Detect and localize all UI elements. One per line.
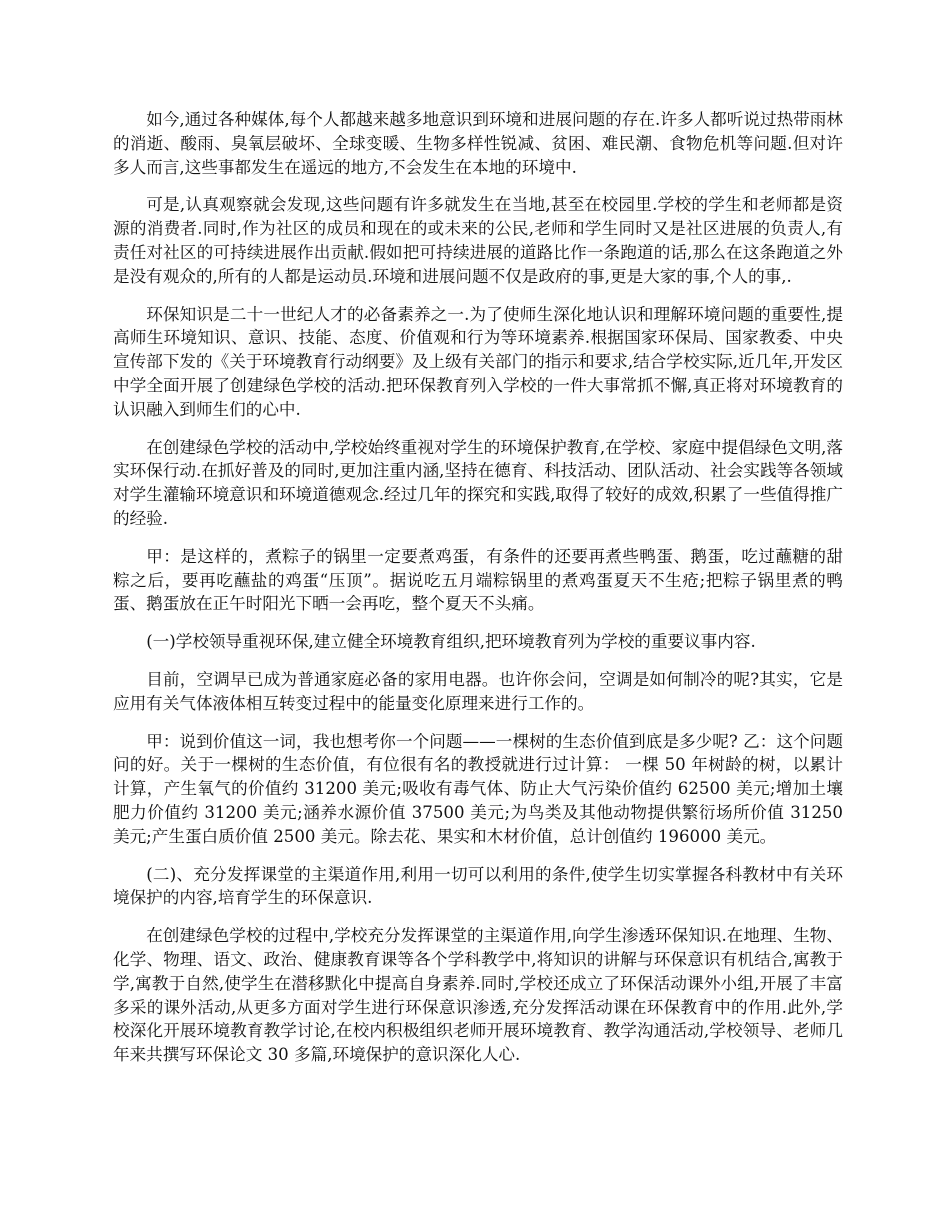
paragraph-10: 在创建绿色学校的过程中,学校充分发挥课堂的主渠道作用,向学生渗透环保知识.在地理、生物、化学、物理、语文、政治、健康教育课等各个学科教学中,将知识的讲解与环保意识有机结合,寓教于学,寓教于自然,使学生在潜移默化中提高自身素养.同时,学校还成立了环保活动课外小组,开展了丰富多采的课外活动,从更多方面对学生进行环保意识渗透,充分发挥活动课在环保教育中的作用.此外,学校深化开展环境教育教学讨论,在校内积极组织老师开展环境教育、教学沟通活动,学校领导、老师几年来共撰写环保论文 30 多篇,环境保护的意识深化人心. <box>113 926 843 1065</box>
paragraph-2: 可是,认真观察就会发现,这些问题有许多就发生在当地,甚至在校园里.学校的学生和老师都是资源的消费者.同时,作为社区的成员和现在的或未来的公民,老师和学生同时又是社区进展的负责人,有责任对社区的可持续进展作出贡献.假如把可持续进展的道路比作一条跑道的话,那么在这条跑道之外是没有观众的,所有的人都是运动员.环境和进展问题不仅是政府的事,更是大家的事,个人的事,. <box>113 195 843 286</box>
paragraph-1: 如今,通过各种媒体,每个人都越来越多地意识到环境和进展问题的存在.许多人都听说过热带雨林的消逝、酸雨、臭氧层破坏、全球变暖、生物多样性锐减、贫困、难民潮、食物危机等问题.但对许多人而言,这些事都发生在遥远的地方,不会发生在本地的环境中. <box>113 110 843 177</box>
paragraph-4: 在创建绿色学校的活动中,学校始终重视对学生的环境保护教育,在学校、家庭中提倡绿色文明,落实环保行动.在抓好普及的同时,更加注重内涵,坚持在德育、科技活动、团队活动、社会实践等各领域对学生灌输环境意识和环境道德观念.经过几年的探究和实践,取得了较好的成效,积累了一些值得推广的经验. <box>113 437 843 528</box>
document-page <box>113 108 843 1081</box>
paragraph-7: 目前，空调早已成为普通家庭必备的家用电器。也许你会问，空调是如何制冷的呢?其实，它是应用有关气体液体相互转变过程中的能量变化原理来进行工作的。 <box>113 669 843 713</box>
section-heading-2: (二)、充分发挥课堂的主渠道作用,利用一切可以利用的条件,使学生切实掌握各科教材中有关环境保护的内容,培育学生的环保意识. <box>113 864 843 908</box>
paragraph-3: 环保知识是二十一世纪人才的必备素养之一.为了使师生深化地认识和理解环境问题的重要性,提高师生环境知识、意识、技能、态度、价值观和行为等环境素养.根据国家环保局、国家教委、中央宣传部下发的《关于环境教育行动纲要》及上级有关部门的指示和要求,结合学校实际,近几年,开发区中学全面开展了创建绿色学校的活动.把环保教育列入学校的一件大事常抓不懈,真正将对环境教育的认识融入到师生们的心中. <box>113 304 843 419</box>
paragraph-8: 甲：说到价值这一词，我也想考你一个问题——一棵树的生态价值到底是多少呢? 乙：这个问题问的好。关于一棵树的生态价值，有位很有名的教授就进行过计算： 一棵 50 年树龄的树，以累计计算，产生氧气的价值约 31200 美元;吸收有毒气体、防止大气污染价值约 62500 美元;增加土壤肥力价值约 31200 美元;涵养水源价值 37500 美元;为鸟类及其他动物提供繁衍场所价值 31250 美元;产生蛋白质价值 2500 美元。除去花、果实和木材价值，总计创值约 196000 美元。 <box>113 731 843 846</box>
section-heading-1: (一)学校领导重视环保,建立健全环境教育组织,把环境教育列为学校的重要议事内容. <box>146 632 756 652</box>
paragraph-5: 甲：是这样的，煮粽子的锅里一定要煮鸡蛋，有条件的还要再煮些鸭蛋、鹅蛋，吃过蘸糖的甜粽之后，要再吃蘸盐的鸡蛋“压顶”。据说吃五月端粽锅里的煮鸡蛋夏天不生疮;把粽子锅里煮的鸭蛋、鹅蛋放在正午时阳光下晒一会再吃，整个夏天不头痛。 <box>113 546 843 614</box>
